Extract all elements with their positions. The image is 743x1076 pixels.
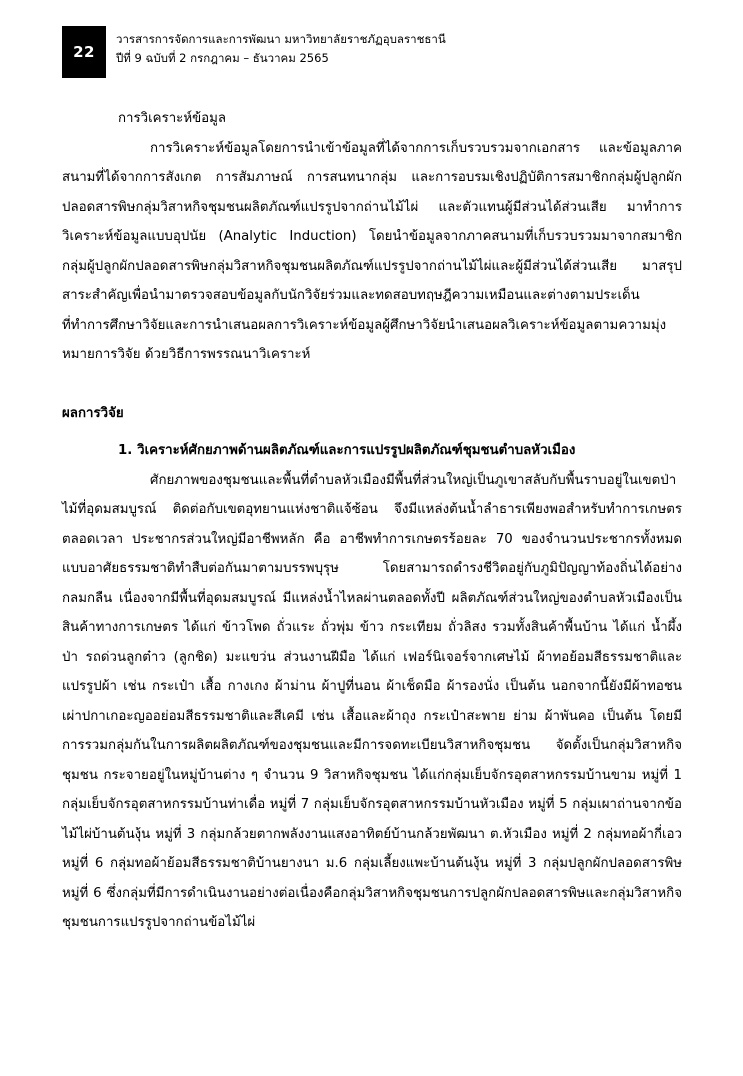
paragraph-results-1: ศักยภาพของชุมชนและพื้นที่ตำบลหัวเมืองมีพื้นที่ส่วนใหญ่เป็นภูเขาสลับกับพื้นราบอยู่ในเขตป่าไม้ที่อุดมสมบูรณ์ ติดต่อกับเขตอุทยานแห่งชาติแจ้ซ้อน จึงมีแหล่งต้นน้ำลำธารเพียงพอสำหรับทำการเกษตร ตลอดเวลา ประชากรส่วนใหญ่มีอาชีพหลัก คือ อาชีพทำการเกษตรร้อยละ 70 ของจำนวนประชากรทั้งหมด แบบอาศัยธรรมชาติทำสืบต่อกันมาตามบรรพบุรุษ โดยสามารถดำรงชีวิตอยู่กับภูมิปัญญาท้องถิ่นได้อย่างกลมกลืน เนื่องจากมีพื้นที่อุดมสมบูรณ์ มีแหล่งน้ำไหลผ่านตลอดทั้งปี ผลิตภัณฑ์ส่วนใหญ่ของตำบลหัวเมืองเป็นสินค้าทางการเกษตร ได้แก่ ข้าวโพด ถั่วแระ ถั่วพุ่ม ข้าว กระเทียม ถั่วลิสง รวมทั้งสินค้าพื้นบ้าน ได้แก่ น้ำผึ้งป่า รถด่วนลูกต๋าว (ลูกชิด) มะแขว่น ส่วนงานฝีมือ ได้แก่ เฟอร์นิเจอร์จากเศษไม้ ผ้าทอย้อมสีธรรมชาติและแปรรูปผ้า เช่น กระเป๋า เสื้อ กางเกง ผ้าม่าน ผ้าปูที่นอน ผ้าเช็ดมือ ผ้ารองนั่ง เป็นต้น นอกจากนี้ยังมีผ้าทอชนเผ่าปกาเกอะญออย่อมสีธรรมชาติและสีเคมี เช่น เสื้อและผ้าถุง กระเป๋าสะพาย ย่าม ผ้าพันคอ เป็นต้น โดยมีการรวมกลุ่มกันในการผลิตผลิตภัณฑ์ของชุมชนและมีการจดทะเบียนวิสาหกิจชุมชน จัดตั้งเป็นกลุ่มวิสาหกิจชุมชน กระจายอยู่ในหมู่บ้านต่าง ๆ จำนวน 9 วิสาหกิจชุมชน ได้แก่กลุ่มเย็บจักรอุตสาหกรรมบ้านขาม หมู่ที่ 1 กลุ่มเย็บจักรอุตสาหกรรมบ้านท่าเดื่อ หมู่ที่ 7 กลุ่มเย็บจักรอุตสาหกรรมบ้านหัวเมือง หมู่ที่ 5 กลุ่มเผาถ่านจากข้อไม้ไผ่บ้านต้นงุ้น หมู่ที่ 3 กลุ่มกล้วยตากพลังงานแสงอาทิตย์บ้านกล้วยพัฒนา ต.หัวเมือง หมู่ที่ 2 กลุ่มทอผ้ากี่เอว หมู่ที่ 6 กลุ่มทอผ้าย้อมสีธรรมชาติบ้านยางนา ม.6 กลุ่มเลี้ยงแพะบ้านต้นงุ้น หมู่ที่ 3 กลุ่มปลูกผักปลอดสารพิษ หมู่ที่ 6 ซึ่งกลุ่มที่มีการดำเนินงานอย่างต่อเนื่องคือกลุ่มวิสาหกิจชุมชนการปลูกผักปลอดสารพิษและกลุ่มวิสาหกิจชุมชนการแปรรูปจากถ่านข้อไม้ไผ่ — [62, 472, 682, 930]
journal-title: วารสารการจัดการและการพัฒนา มหาวิทยาลัยราชภัฏอุบลราชธานี — [116, 32, 446, 46]
page-header — [0, 26, 743, 78]
page-number: 22 — [62, 26, 106, 78]
journal-issue: ปีที่ 9 ฉบับที่ 2 กรกฎาคม – ธันวาคม 2565 — [116, 51, 329, 65]
journal-info — [116, 30, 676, 68]
paragraph-data-analysis: การวิเคราะห์ข้อมูลโดยการนำเข้าข้อมูลที่ได้จากการเก็บรวบรวมจากเอกสาร และข้อมูลภาคสนามที่ได้จากการสังเกต การสัมภาษณ์ การสนทนากลุ่ม และการอบรมเชิงปฏิบัติการสมาชิกกลุ่มผู้ปลูกผักปลอดสารพิษกลุ่มวิสาหกิจชุมชนผลิตภัณฑ์แปรรูปจากถ่านไม้ไผ่ และตัวแทนผู้มีส่วนได้ส่วนเสีย มาทำการวิเคราะห์ข้อมูลแบบอุปนัย (Analytic Induction) โดยนำข้อมูลจากภาคสนามที่เก็บรวบรวมมาจากสมาชิกกลุ่มผู้ปลูกผักปลอดสารพิษกลุ่มวิสาหกิจชุมชนผลิตภัณฑ์แปรรูปจากถ่านไม้ไผ่และผู้มีส่วนได้ส่วนเสีย มาสรุปสาระสำคัญเพื่อนำมาตรวจสอบข้อมูลกับนักวิจัยร่วมและทดสอบทฤษฎีความเหมือนและต่างตามประเด็นที่ทำการศึกษาวิจัยและการนำเสนอผลการวิเคราะห์ข้อมูลผู้ศึกษาวิจัยนำเสนอผลวิเคราะห์ข้อมูลตามความมุ่งหมายการวิจัย ด้วยวิธีการพรรณนาวิเคราะห์ — [62, 140, 682, 362]
section-heading-data-analysis: การวิเคราะห์ข้อมูล — [118, 111, 227, 126]
heading-spacer — [62, 428, 682, 436]
page-body — [62, 104, 682, 938]
section-heading-results: ผลการวิจัย — [62, 405, 124, 421]
results-item-1: 1. วิเคราะห์ศักยภาพด้านผลิตภัณฑ์และการแปรรูปผลิตภัณฑ์ชุมชนตำบลหัวเมือง — [118, 443, 576, 458]
section-spacer — [62, 370, 682, 399]
